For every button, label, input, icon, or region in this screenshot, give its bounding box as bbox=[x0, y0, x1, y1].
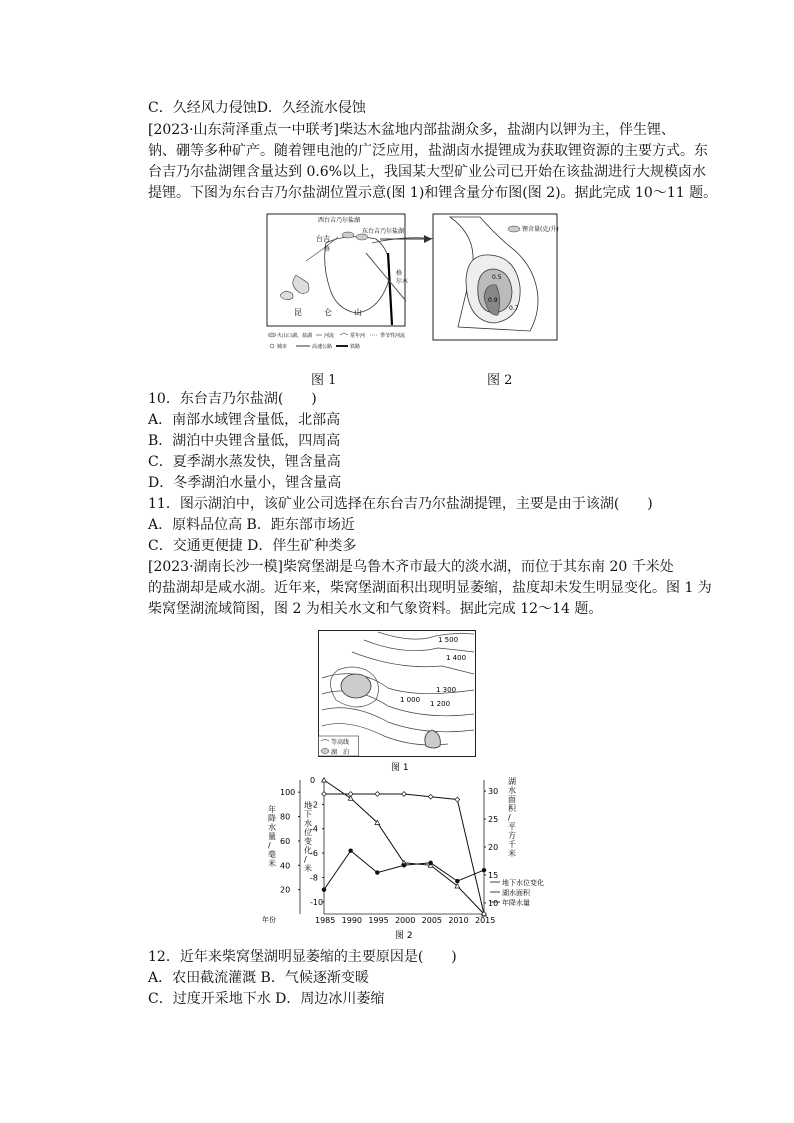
hydro-chart bbox=[262, 774, 544, 944]
fig2-lithium-map bbox=[432, 213, 558, 341]
passage1-line-2: 钠、硼等多种矿产。随着锂电池的广泛应用，盐湖卤水提锂成为获取锂资源的主要方式。东 bbox=[148, 143, 708, 159]
q10-option-b: B．湖泊中央锂含量低，四周高 bbox=[148, 433, 341, 449]
axis-title-char: 降 bbox=[268, 814, 276, 823]
q12-stem: 12．近年来柴窝堡湖明显萎缩的主要原因是( ) bbox=[148, 949, 457, 965]
point-precip bbox=[428, 861, 432, 865]
axis-title-char: 地 bbox=[304, 801, 312, 810]
x-tick-label: 1995 bbox=[368, 916, 389, 925]
q11-option-cd: C．交通更便捷 D．伴生矿种类多 bbox=[148, 538, 357, 554]
legend-label: 地下水位变化 bbox=[502, 879, 544, 887]
q11-stem: 11．图示湖泊中，该矿业公司选择在东台吉乃尔盐湖提锂，主要是由于该湖( ) bbox=[148, 496, 653, 512]
q11-option-ab: A．原料品位高 B．距东部市场近 bbox=[148, 517, 355, 533]
q10-option-a: A．南部水域锂含量低，北部高 bbox=[148, 412, 341, 428]
q10-option-d: D．冬季湖泊水量小，锂含量高 bbox=[148, 475, 342, 491]
point-precip bbox=[482, 868, 486, 872]
right-tick-label: 10 bbox=[488, 898, 499, 908]
point-area bbox=[428, 794, 433, 799]
fig1-legend-0: 火山口湖、盐湖 bbox=[277, 333, 313, 339]
contour-label-4: 1 000 bbox=[400, 696, 421, 704]
point-area bbox=[455, 797, 460, 802]
right-tick-label: 25 bbox=[488, 815, 499, 825]
left-tick-label: 100 bbox=[280, 788, 296, 798]
fig1-caption: 图 1 bbox=[311, 373, 337, 388]
axis-title-char: 水 bbox=[508, 786, 516, 795]
contour-legend-line: 等高线 bbox=[331, 739, 350, 746]
axis-title-char: 变 bbox=[304, 837, 312, 846]
fig2-legend-label: 锂含量(克/升) bbox=[522, 226, 559, 233]
fig1-west-lake-label: 西台吉乃尔盐湖 bbox=[318, 217, 361, 224]
fig2-value-1: 0.9 bbox=[488, 297, 498, 304]
q10-stem: 10．东台吉乃尔盐湖( ) bbox=[148, 391, 317, 407]
point-precip bbox=[375, 870, 379, 874]
right-tick-label: 30 bbox=[488, 787, 499, 797]
axis-title-char: 米 bbox=[508, 849, 516, 858]
q9-options: C．久经风力侵蚀D．久经流水侵蚀 bbox=[148, 100, 366, 116]
point-area bbox=[375, 792, 380, 797]
fig1-taiji-label: 台吉 bbox=[316, 235, 330, 243]
fig1-ge-label: 格 bbox=[324, 246, 331, 253]
mid-axis-title bbox=[304, 800, 312, 873]
passage1-line-3: 台吉乃尔盐湖锂含量达到 0.6%以上，我国某大型矿业公司已开始在该盐湖进行大规模卤水 bbox=[148, 164, 707, 180]
passage2-line-2: 的盐湖却是咸水湖。近年来，柴窝堡湖面积出现明显萎缩，盐度却未发生明显变化。图 1 为 bbox=[148, 580, 712, 596]
axis-title-char: 千 bbox=[508, 840, 516, 849]
chart-year-label: 年份 bbox=[262, 916, 276, 924]
mid-tick-label: -4 bbox=[310, 824, 318, 834]
fig1-golmud-label-a: 格 bbox=[396, 270, 403, 277]
x-tick-label: 2010 bbox=[448, 916, 469, 925]
axis-title-char: 平 bbox=[508, 822, 516, 831]
left-tick-label: 60 bbox=[280, 836, 291, 846]
contour-caption: 图 1 bbox=[391, 763, 409, 773]
axis-title-char: 水 bbox=[268, 823, 276, 832]
fig2-caption: 图 2 bbox=[487, 373, 513, 388]
mid-tick-label: -8 bbox=[310, 873, 318, 883]
axis-title-char: / bbox=[304, 855, 307, 864]
axis-title-char: 米 bbox=[268, 859, 276, 868]
fig1-legend-3: 季节性河流 bbox=[380, 333, 406, 339]
fig1-east-lake-label: 东台吉乃尔盐湖 bbox=[362, 228, 405, 235]
axis-title-char: 位 bbox=[304, 828, 312, 837]
left-tick-label: 20 bbox=[280, 885, 291, 895]
fig1-mountain-3: 山 bbox=[354, 308, 362, 317]
q12-option-ab: A．农田截流灌溉 B．气候逐渐变暖 bbox=[148, 970, 369, 986]
point-area bbox=[348, 792, 353, 797]
x-tick-label: 2000 bbox=[395, 916, 416, 925]
axis-title-char: 方 bbox=[508, 831, 516, 840]
fig1-mountain-1: 昆 bbox=[294, 308, 302, 317]
q10-option-c: C．夏季湖水蒸发快，锂含量高 bbox=[148, 454, 341, 470]
point-precip bbox=[455, 879, 459, 883]
axis-title-char: 年 bbox=[268, 805, 276, 814]
legend-label: 湖水面积 bbox=[502, 889, 530, 897]
fig1-golmud-label-b: 尔木 bbox=[396, 278, 409, 285]
axis-title-char: 水 bbox=[304, 819, 312, 828]
x-tick-label: 2015 bbox=[475, 916, 496, 925]
mid-tick-label: 0 bbox=[310, 776, 316, 785]
mid-tick-label: -2 bbox=[310, 800, 318, 810]
fig1-legend-1: 河流 bbox=[324, 333, 335, 339]
axis-title-char: 毫 bbox=[268, 850, 276, 859]
axis-title-char: 面 bbox=[508, 795, 516, 804]
fig1-legend-2: 常年河 bbox=[350, 333, 366, 339]
passage1-line-4: 提锂。下图为东台吉乃尔盐湖位置示意(图 1)和锂含量分布图(图 2)。据此完成 10～11 题。 bbox=[148, 185, 718, 201]
fig2-value-2: 0.7 bbox=[509, 305, 519, 312]
fig2-value-0: 0.5 bbox=[492, 274, 502, 281]
passage2-line-3: 柴窝堡湖流域简图，图 2 为相关水文和气象资料。据此完成 12～14 题。 bbox=[148, 601, 603, 617]
point-precip bbox=[348, 848, 352, 852]
contour-label-2: 1 300 bbox=[436, 686, 457, 694]
right-axis-title bbox=[508, 776, 517, 858]
passage2-line-1: [2023·湖南长沙一模]柴窝堡湖是乌鲁木齐市最大的淡水湖，而位于其东南 20 千米处 bbox=[148, 559, 674, 575]
left-tick-label: 40 bbox=[280, 861, 291, 871]
mid-tick-label: -6 bbox=[310, 849, 318, 859]
contour-legend-lake: 湖 泊 bbox=[331, 749, 350, 756]
legend-label: 年降水量 bbox=[502, 899, 530, 907]
right-tick-label: 15 bbox=[488, 870, 499, 880]
left-tick-label: 80 bbox=[280, 812, 291, 822]
axis-title-char: / bbox=[268, 841, 271, 850]
x-tick-label: 1990 bbox=[341, 916, 363, 925]
point-area bbox=[322, 792, 327, 797]
fig1-arrow bbox=[380, 234, 436, 244]
point-precip bbox=[402, 863, 406, 867]
fig1-mountain-2: 仑 bbox=[324, 308, 332, 317]
passage1-line-1: [2023·山东菏泽重点一中联考]柴达木盆地内部盐湖众多，盐湖内以钾为主，伴生锂、 bbox=[148, 122, 676, 138]
contour-label-3: 1 200 bbox=[430, 700, 451, 708]
left-axis-title bbox=[268, 804, 276, 868]
x-tick-label: 2005 bbox=[421, 916, 443, 925]
contour-map bbox=[318, 630, 476, 772]
q12-option-cd: C．过度开采地下水 D．周边冰川萎缩 bbox=[148, 991, 385, 1007]
contour-label-0: 1 500 bbox=[438, 636, 459, 644]
axis-title-char: 量 bbox=[268, 832, 276, 841]
mid-tick-label: -10 bbox=[310, 897, 324, 907]
right-tick-label: 20 bbox=[488, 843, 499, 852]
point-precip bbox=[322, 887, 326, 891]
series-line-2 bbox=[324, 851, 484, 890]
axis-title-char: 米 bbox=[304, 864, 312, 873]
contour-label-1: 1 400 bbox=[446, 654, 467, 662]
axis-title-char: 化 bbox=[304, 846, 312, 855]
chart-caption: 图 2 bbox=[395, 931, 413, 941]
axis-title-char: 积 bbox=[508, 804, 516, 813]
axis-title-char: 下 bbox=[304, 810, 312, 819]
axis-title-char: 湖 bbox=[508, 777, 516, 786]
point-area bbox=[402, 792, 407, 797]
axis-title-char: / bbox=[508, 813, 511, 822]
x-tick-label: 1985 bbox=[315, 916, 336, 925]
fig1-legend-4: 城市 bbox=[277, 344, 288, 350]
fig1-legend-5: 高速公路 bbox=[312, 344, 333, 350]
fig1-legend-6: 铁路 bbox=[350, 344, 361, 350]
